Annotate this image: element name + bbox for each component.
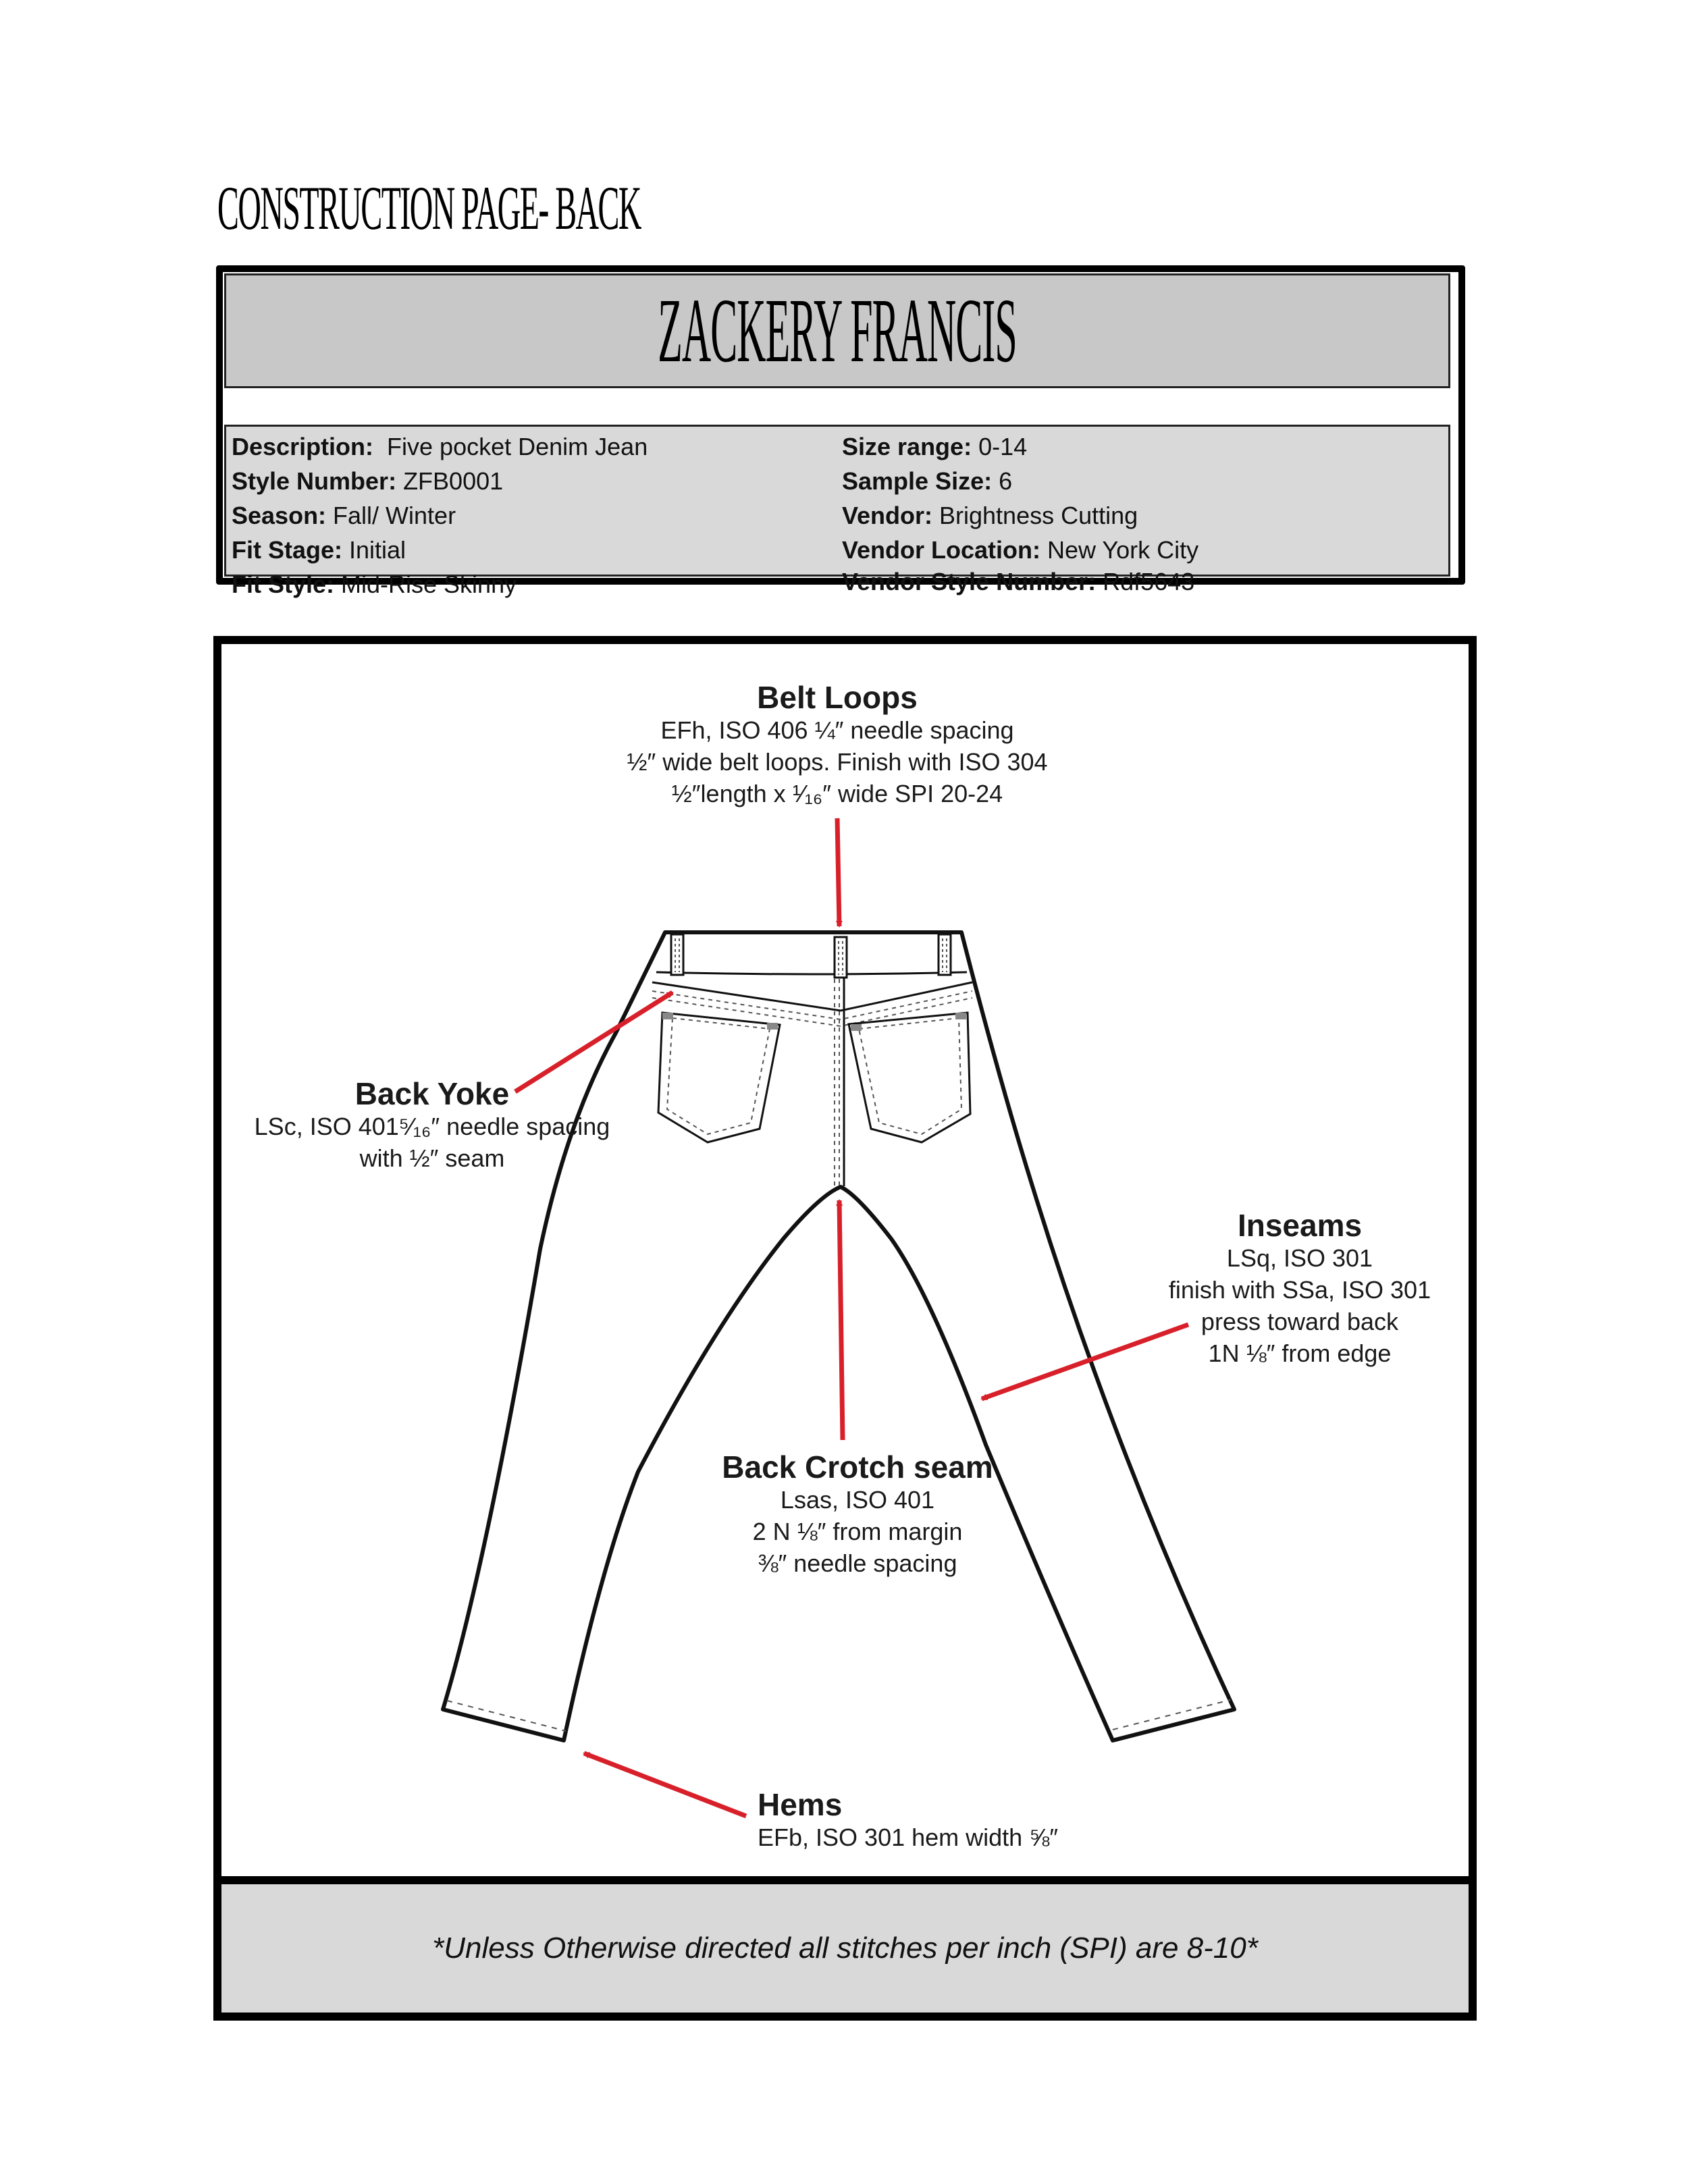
belt-loop-right — [939, 934, 951, 975]
annotation-back-yoke: Back Yoke LSc, ISO 401⁵⁄₁₆″ needle spacing with ½″ seam — [254, 1076, 610, 1172]
spec-field-sample-size: Sample Size: 6 — [842, 467, 1013, 495]
spec-field-style-number: Style Number: ZFB0001 — [232, 467, 504, 495]
back-pocket-right — [849, 1013, 970, 1142]
spec-field-fit-style: Fit Style: Mid-Rise Skinny — [232, 570, 517, 598]
spec-field-vendor-style-number: Vendor Style Number: Rdf5643 — [842, 568, 1195, 595]
spec-field-fit-stage: Fit Stage: Initial — [232, 536, 406, 564]
page-title: CONSTRUCTION PAGE- BACK — [217, 174, 641, 242]
back-yoke — [652, 982, 972, 1011]
annotation-back-crotch-seam: Back Crotch seam Lsas, ISO 401 2 N ⅛″ from margin ⅜″ needle spacing — [722, 1449, 993, 1577]
callout-arrows — [515, 818, 1188, 1816]
spec-field-vendor-location: Vendor Location: New York City — [842, 536, 1199, 564]
brand-name: ZACKERY FRANCIS — [658, 280, 1017, 381]
spec-field-season: Season: Fall/ Winter — [232, 502, 456, 529]
hem-stitching — [447, 1700, 1230, 1731]
belt-loops — [671, 934, 951, 978]
hem-arrow — [584, 1753, 746, 1816]
spec-field-vendor: Vendor: Brightness Cutting — [842, 502, 1138, 529]
spi-footnote: *Unless Otherwise directed all stitches per inch (SPI) are 8-10* — [432, 1932, 1258, 1965]
belt-loop-center — [835, 937, 847, 978]
waistband — [656, 972, 967, 974]
annotation-inseams: Inseams LSq, ISO 301 finish with SSa, ISO 301 press toward back 1N ⅛″ from edge — [1168, 1208, 1431, 1367]
spec-field-description: Description: Five pocket Denim Jean — [232, 433, 648, 460]
belt-loops-arrow — [837, 818, 839, 926]
back-pocket-left — [658, 1013, 780, 1142]
spec-field-size-range: Size range: 0-14 — [842, 433, 1028, 460]
back-crotch-arrow — [839, 1200, 843, 1440]
belt-loop-left — [671, 934, 683, 975]
annotation-belt-loops: Belt Loops EFh, ISO 406 ¼″ needle spacing ½″ wide belt loops. Finish with ISO 304 ½″length x ¹⁄₁₆″ wide SPI 20-24 — [627, 680, 1048, 807]
annotation-hems: Hems EFb, ISO 301 hem width ⅝″ — [758, 1787, 1058, 1851]
